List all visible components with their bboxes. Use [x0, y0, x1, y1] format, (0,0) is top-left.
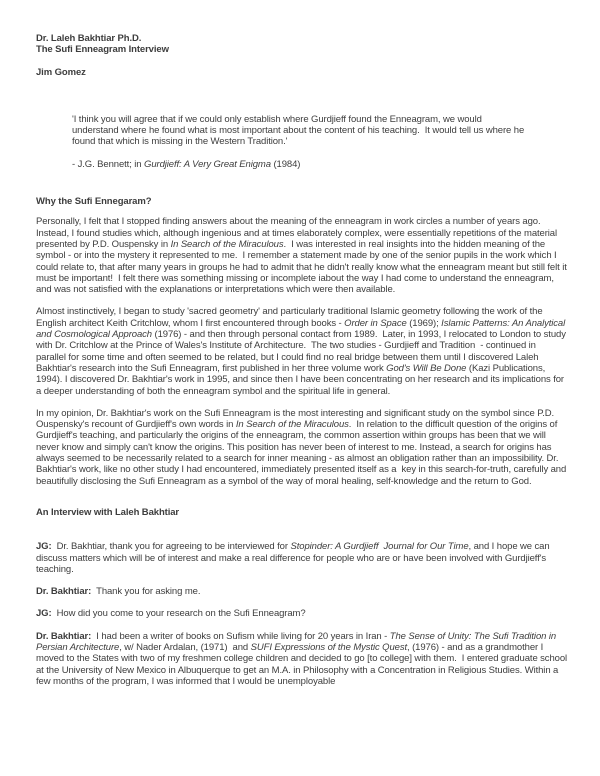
text-run: JG:: [36, 608, 52, 620]
byline: Jim Gomez: [36, 66, 86, 78]
text-run: In Search of the Miraculous: [170, 238, 284, 250]
text-run: SUFI Expressions of the Mystic Quest: [250, 641, 408, 653]
paragraph-why-1: [36, 216, 568, 295]
epigraph-attribution: [72, 159, 568, 170]
text-run: I had been a writer of books on Sufism while living for 20 years in Iran -: [91, 630, 390, 642]
text-run: Personally, I felt that I stopped finding answers about the meaning of the enneagram in work circles a number of years ago. Instead, I found studies which, although ingenious and at times elaborately complex, were essentially repetitions of the material presented by P.D. Ouspensky in: [36, 216, 560, 250]
text-run: Almost instinctively, I began to study 'sacred geometry' and particularly traditional Islamic geometry following the work of the English architect Keith Critchlow, whom I first encountered through books -: [36, 306, 546, 329]
text-run: . I was interested in real insights into the hidden meaning of the symbol - or into the mystery it represented to me. I remember a statement made by one of the senior pupils in the work which I could relate to, that after many years in groups he had to admit that he didn't really know what the enneagram meant but still felt it must be important! I felt there was something missing or incomplete iabout the way I had come to understand the enneagram, and was not satisfied with the explanations or interpretations which were then available.: [36, 238, 570, 296]
text-run: In Search of the Miraculous: [235, 419, 349, 431]
text-run: . In relation to the difficult question of the origins of Gurdjieff's teaching, and particularly the origins of the enneagram, the common assertion within groups has been that we will never know and simply can't know the origins. This position has never been of interest to me. Instead, a search for origins has always seemed to be necessarily related to a search for inner meaning - as almost an obligation rather than an impossibility. Dr. Bakhtiar's work, like no other study I had encountered, immediately presented itself as a key in this search-for-truth, carefully and beautifully disclosing the Sufi Enneagram as a symbol of the way of moral healing, self-knowledge and the return to God.: [36, 419, 569, 487]
text-run: Order in Space: [344, 317, 407, 329]
text-run: (1969);: [406, 317, 442, 329]
text-run: - J.G. Bennett; in: [72, 158, 145, 170]
text-run: (1976) - and then through personal contact from 1989. Later, in 1993, I relocated to London to study with Dr. Critchlow at the Prince of Wales's Institute of Architecture. The two studies - Gurdjieff and Tradition - continued in parallel for some time and often seemed to be related, but I could find no real bridge between them until I discovered Laleh Bakhtiar's research into the Sufi Enneagram, first published in her three volume work: [36, 329, 569, 374]
section-heading-interview: An Interview with Laleh Bakhtiar: [36, 506, 180, 518]
text-run: Dr. Bakhtiar, thank you for agreeing to be interviewed for: [51, 541, 291, 553]
text-run: Stopinder: A Gurdjieff Journal for Our Time: [290, 541, 469, 553]
text-run: Dr. Bakhtiar:: [36, 586, 92, 598]
document-header: [36, 33, 568, 78]
paragraph-why-3: [36, 408, 568, 487]
text-run: (Kazi Publications, 1994). I discovered Dr. Bakhtiar's work in 1995, and since then I have been concentrating on her research and its implications for a deeper understanding of both the enneagram symbol and the spiritual life in general.: [36, 362, 567, 397]
document-title-line-2: The Sufi Enneagram Interview: [36, 44, 169, 56]
paragraph-why-2: [36, 306, 568, 396]
text-run: Dr. Bakhtiar:: [36, 630, 92, 642]
text-run: God's Will Be Done: [386, 362, 467, 374]
paragraph-interview-jg-2: [36, 608, 568, 619]
text-run: , w/ Nader Ardalan, (1971) and: [119, 641, 251, 653]
paragraph-interview-bakhtiar-1: [36, 586, 568, 597]
text-run: 'I think you will agree that if we could only establish where Gurdjieff found the Enneagram, we would understand where he found what is most important about the content of his teaching. It would tell us where he found that which is missing in the Western Tradition.': [72, 113, 527, 148]
paragraph-interview-bakhtiar-2: [36, 631, 568, 687]
text-run: (1984): [270, 158, 301, 170]
text-run: How did you come to your research on the Sufi Enneagram?: [51, 608, 306, 620]
text-run: In my opinion, Dr. Bakhtiar's work on the Sufi Enneagram is the most interesting and significant study on the symbol since P.D. Ouspensky's recount of Gurdjieff's own words in: [36, 407, 557, 431]
epigraph-quote: [72, 114, 530, 148]
text-run: JG:: [36, 541, 52, 553]
document-title-line-1: Dr. Laleh Bakhtiar Ph.D.: [36, 33, 142, 44]
text-run: Gurdjieff: A Very Great Enigma: [144, 158, 271, 170]
text-run: Islamic Patterns: An Analytical and Cosmological Approach: [36, 317, 568, 341]
text-run: The Sense of Unity: The Sufi Tradition in Persian Architecture: [36, 630, 559, 653]
text-run: , and I hope we can discuss matters which will be of interest and make a real difference for people who are or have been involved with Gurdjieff's teaching.: [36, 541, 553, 575]
section-heading-why-the-sufi-ennegaram: Why the Sufi Ennegaram?: [36, 196, 152, 208]
text-run: , (1976) - and as a grandmother I moved to the States with two of my freshmen college children and decided to go [to college] with them. I entered graduate school at the University of New Mexico in Albuquerque to get an M.A. in Philosophy with a Concentration in Religious Studies. Within a few months of the program, I was informed that I would be unemployable: [36, 641, 570, 687]
text-run: Thank you for asking me.: [91, 586, 201, 598]
paragraph-interview-jg-1: [36, 541, 568, 575]
